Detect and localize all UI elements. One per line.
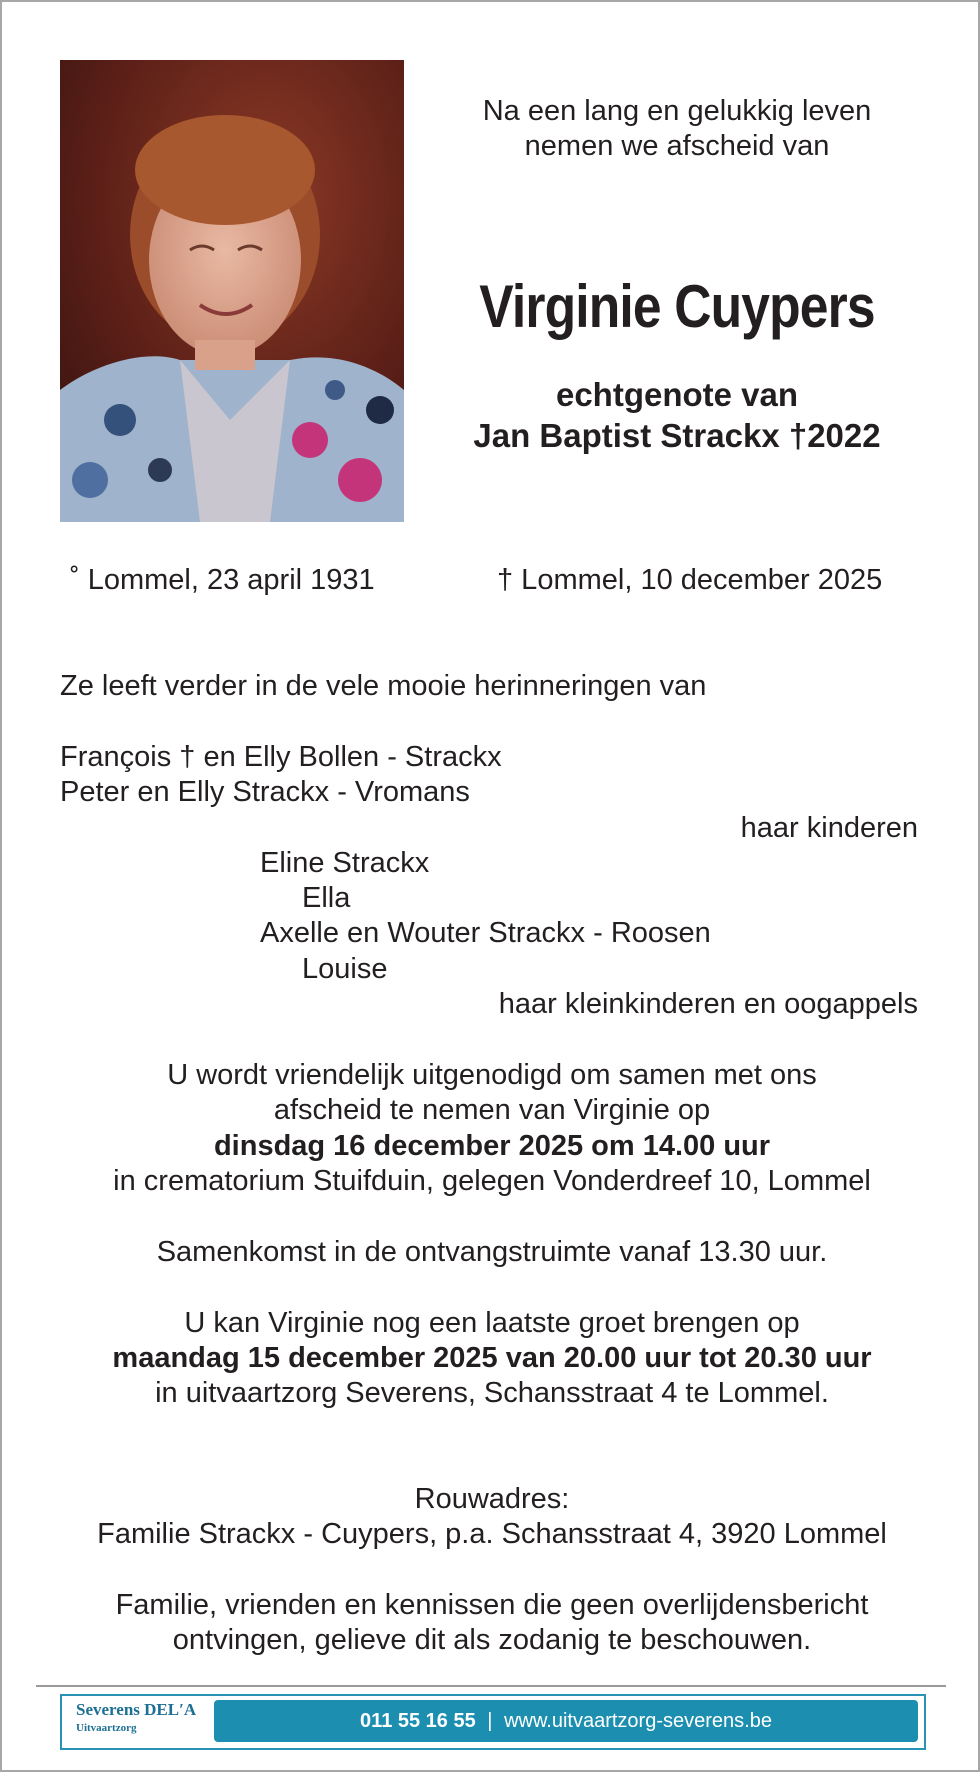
ceremony-location: in crematorium Stuifduin, gelegen Vonderdreef 10, Lommel — [113, 1165, 871, 1197]
notice-line-2: ontvingen, gelieve dit als zodanig te beschouwen. — [172, 1624, 812, 1656]
child-line-2: Peter en Elly Strackx - Vromans — [60, 776, 470, 808]
logo-name: Severens DELʹA — [76, 1700, 197, 1719]
children-label: haar kinderen — [740, 812, 918, 844]
grandchild-line-4: Louise — [302, 953, 388, 985]
grandchild-line-2: Ella — [302, 882, 351, 914]
spouse-line-2: Jan Baptist Strackx †2022 — [473, 417, 881, 454]
ceremony-datetime: dinsdag 16 december 2025 om 14.00 uur — [213, 1130, 771, 1162]
footer-divider — [36, 1685, 946, 1687]
grandchild-line-3: Axelle en Wouter Strackx - Roosen — [260, 917, 711, 949]
child-line-1: François † en Elly Bollen - Strackx — [60, 741, 502, 773]
memories-intro: Ze leeft verder in de vele mooie herinneringen van — [60, 670, 707, 702]
funeral-home-logo — [76, 1700, 196, 1734]
birth-date: ˚ Lommel, 23 april 1931 — [70, 564, 375, 596]
funeral-home-footer — [60, 1694, 926, 1750]
portrait-image — [60, 60, 404, 522]
intro-line-2: nemen we afscheid van — [524, 130, 830, 162]
gathering-info: Samenkomst in de ontvangstruimte vanaf 13.30 uur. — [156, 1236, 828, 1268]
spouse-line-1: echtgenote van — [555, 376, 799, 413]
visitation-line-1: U kan Virginie nog een laatste groet brengen op — [184, 1307, 800, 1339]
visitation-datetime: maandag 15 december 2025 van 20.00 uur tot 20.30 uur — [112, 1342, 872, 1374]
address-value: Familie Strackx - Cuypers, p.a. Schansstraat 4, 3920 Lommel — [97, 1518, 887, 1550]
ceremony-line-1: U wordt vriendelijk uitgenodigd om samen met ons — [167, 1059, 817, 1091]
phone-number[interactable]: 011 55 16 55 — [360, 1710, 476, 1732]
ceremony-line-2: afscheid te nemen van Virginie op — [273, 1094, 711, 1126]
notice-line-1: Familie, vrienden en kennissen die geen overlijdensbericht — [115, 1589, 869, 1621]
address-label: Rouwadres: — [414, 1483, 570, 1515]
visitation-location: in uitvaartzorg Severens, Schansstraat 4 te Lommel. — [155, 1377, 829, 1409]
contact-separator: | — [487, 1710, 493, 1732]
portrait-photo — [60, 60, 404, 522]
death-date: † Lommel, 10 december 2025 — [497, 564, 883, 596]
deceased-name: Virginie Cuypers — [479, 273, 875, 340]
contact-bar — [214, 1700, 918, 1742]
logo-subtitle: Uitvaartzorg — [76, 1722, 137, 1734]
website-link[interactable]: www.uitvaartzorg-severens.be — [504, 1710, 772, 1732]
intro-line-1: Na een lang en gelukkig leven — [482, 95, 872, 127]
grandchild-line-1: Eline Strackx — [260, 847, 430, 879]
grandchildren-label: haar kleinkinderen en oogappels — [498, 988, 918, 1020]
